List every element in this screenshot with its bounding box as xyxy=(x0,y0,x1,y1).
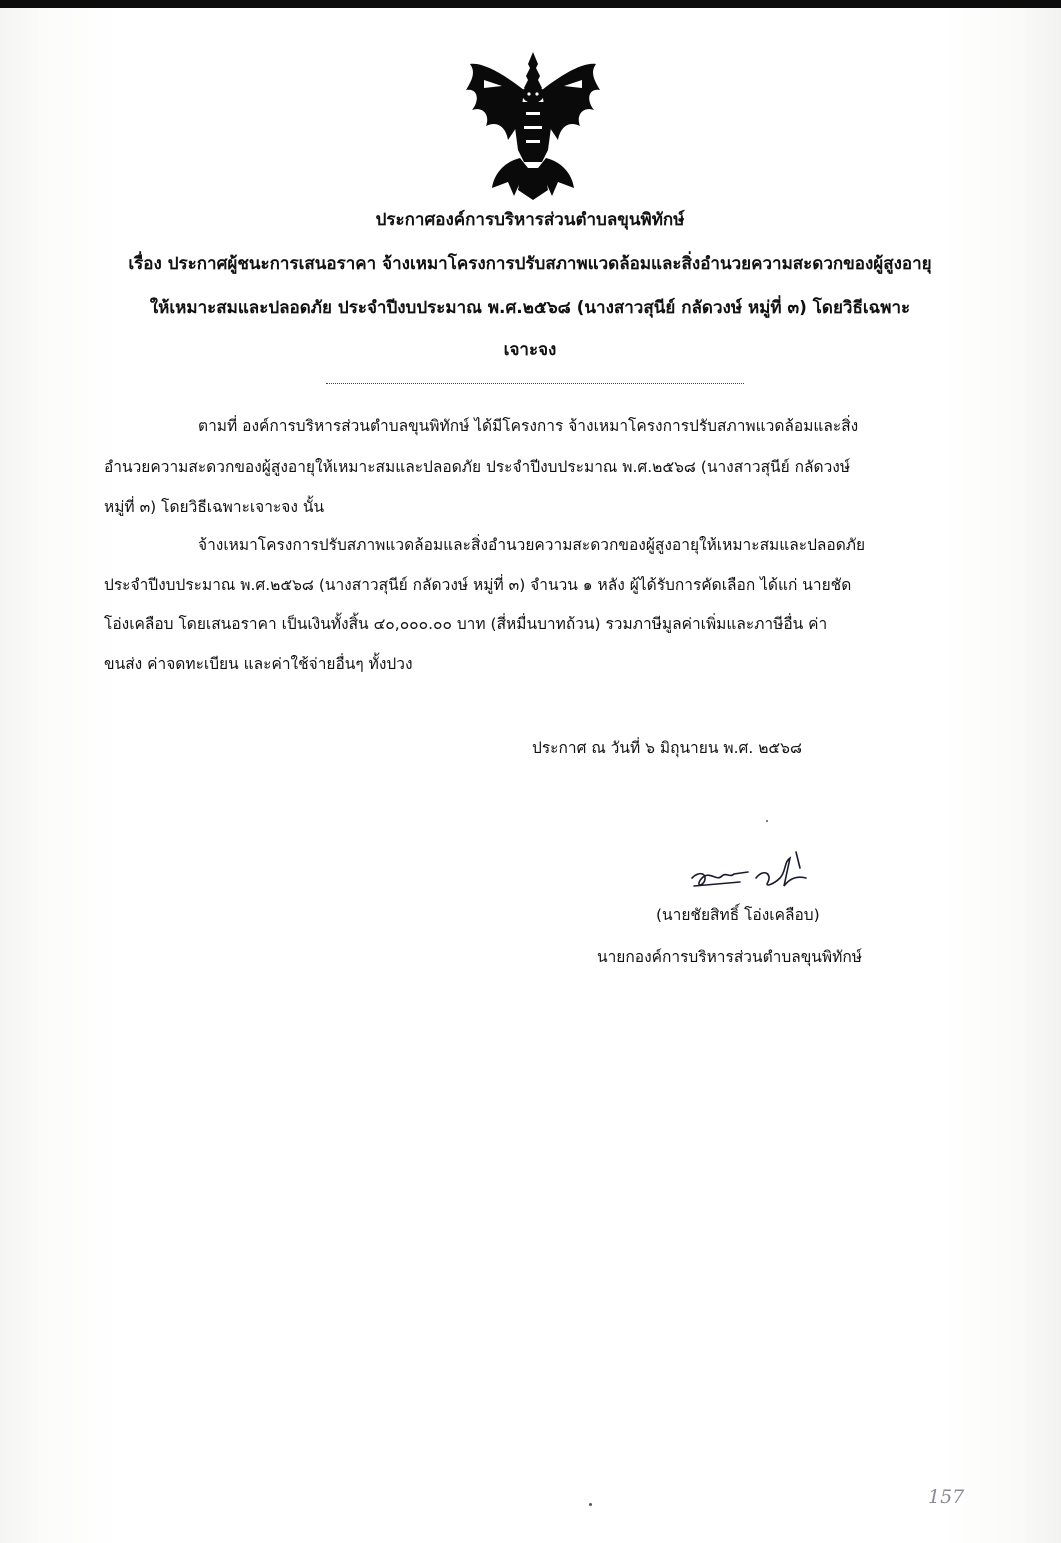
scan-top-edge xyxy=(0,0,1061,8)
scan-speck xyxy=(766,820,768,822)
announcement-subject-line-1: เรื่อง ประกาศผู้ชนะการเสนอราคา จ้างเหมาโครงการปรับสภาพแวดล้อมและสิ่งอำนวยความสะดวกของผู้สูงอายุ xyxy=(128,254,932,274)
paragraph-2-line-4: ขนส่ง ค่าจดทะเบียน และค่าใช้จ่ายอื่นๆ ทั้งปวง xyxy=(104,655,413,673)
paragraph-1-line-1: ตามที่ องค์การบริหารส่วนตำบลขุนพิทักษ์ ได้มีโครงการ จ้างเหมาโครงการปรับสภาพแวดล้อมและสิ่ง xyxy=(198,417,859,435)
paragraph-1-line-2: อำนวยความสะดวกของผู้สูงอายุให้เหมาะสมและปลอดภัย ประจำปีงบประมาณ พ.ศ.๒๕๖๘ (นางสาวสุนีย์ กลัดวงษ์ xyxy=(104,458,851,476)
announcement-title: ประกาศองค์การบริหารส่วนตำบลขุนพิทักษ์ xyxy=(375,210,685,230)
handwritten-signature xyxy=(686,848,836,898)
paragraph-1-line-3: หมู่ที่ ๓) โดยวิธีเฉพาะเจาะจง นั้น xyxy=(104,498,325,516)
handwritten-page-number: 157 xyxy=(928,1486,965,1508)
paragraph-2-line-2: ประจำปีงบประมาณ พ.ศ.๒๕๖๘ (นางสาวสุนีย์ กลัดวงษ์ หมู่ที่ ๓) จำนวน ๑ หลัง ผู้ได้รับการคัดเลือก ได้แก่ นายชัด xyxy=(104,576,852,594)
garuda-emblem-icon xyxy=(462,50,604,202)
scan-speck xyxy=(589,1503,592,1506)
signer-name: (นายชัยสิทธิ์ โอ่งเคลือบ) xyxy=(656,906,820,924)
paragraph-2-line-3: โอ่งเคลือบ โดยเสนอราคา เป็นเงินทั้งสิ้น ๔๐,๐๐๐.๐๐ บาท (สี่หมื่นบาทถ้วน) รวมภาษีมูลค่าเพิ่มและภาษีอื่น ค่า xyxy=(104,615,828,633)
announcement-subject-line-2: ให้เหมาะสมและปลอดภัย ประจำปีงบประมาณ พ.ศ.๒๕๖๘ (นางสาวสุนีย์ กลัดวงษ์ หมู่ที่ ๓) โดยวิธีเฉพาะ xyxy=(149,298,911,318)
announcement-date: ประกาศ ณ วันที่ ๖ มิถุนายน พ.ศ. ๒๕๖๘ xyxy=(532,739,802,757)
dotted-divider xyxy=(326,383,744,384)
signer-title: นายกองค์การบริหารส่วนตำบลขุนพิทักษ์ xyxy=(597,948,862,966)
paper-background xyxy=(0,8,1061,1543)
announcement-subject-line-3: เจาะจง xyxy=(503,340,557,360)
paragraph-2-line-1: จ้างเหมาโครงการปรับสภาพแวดล้อมและสิ่งอำนวยความสะดวกของผู้สูงอายุให้เหมาะสมและปลอดภัย xyxy=(198,536,866,554)
